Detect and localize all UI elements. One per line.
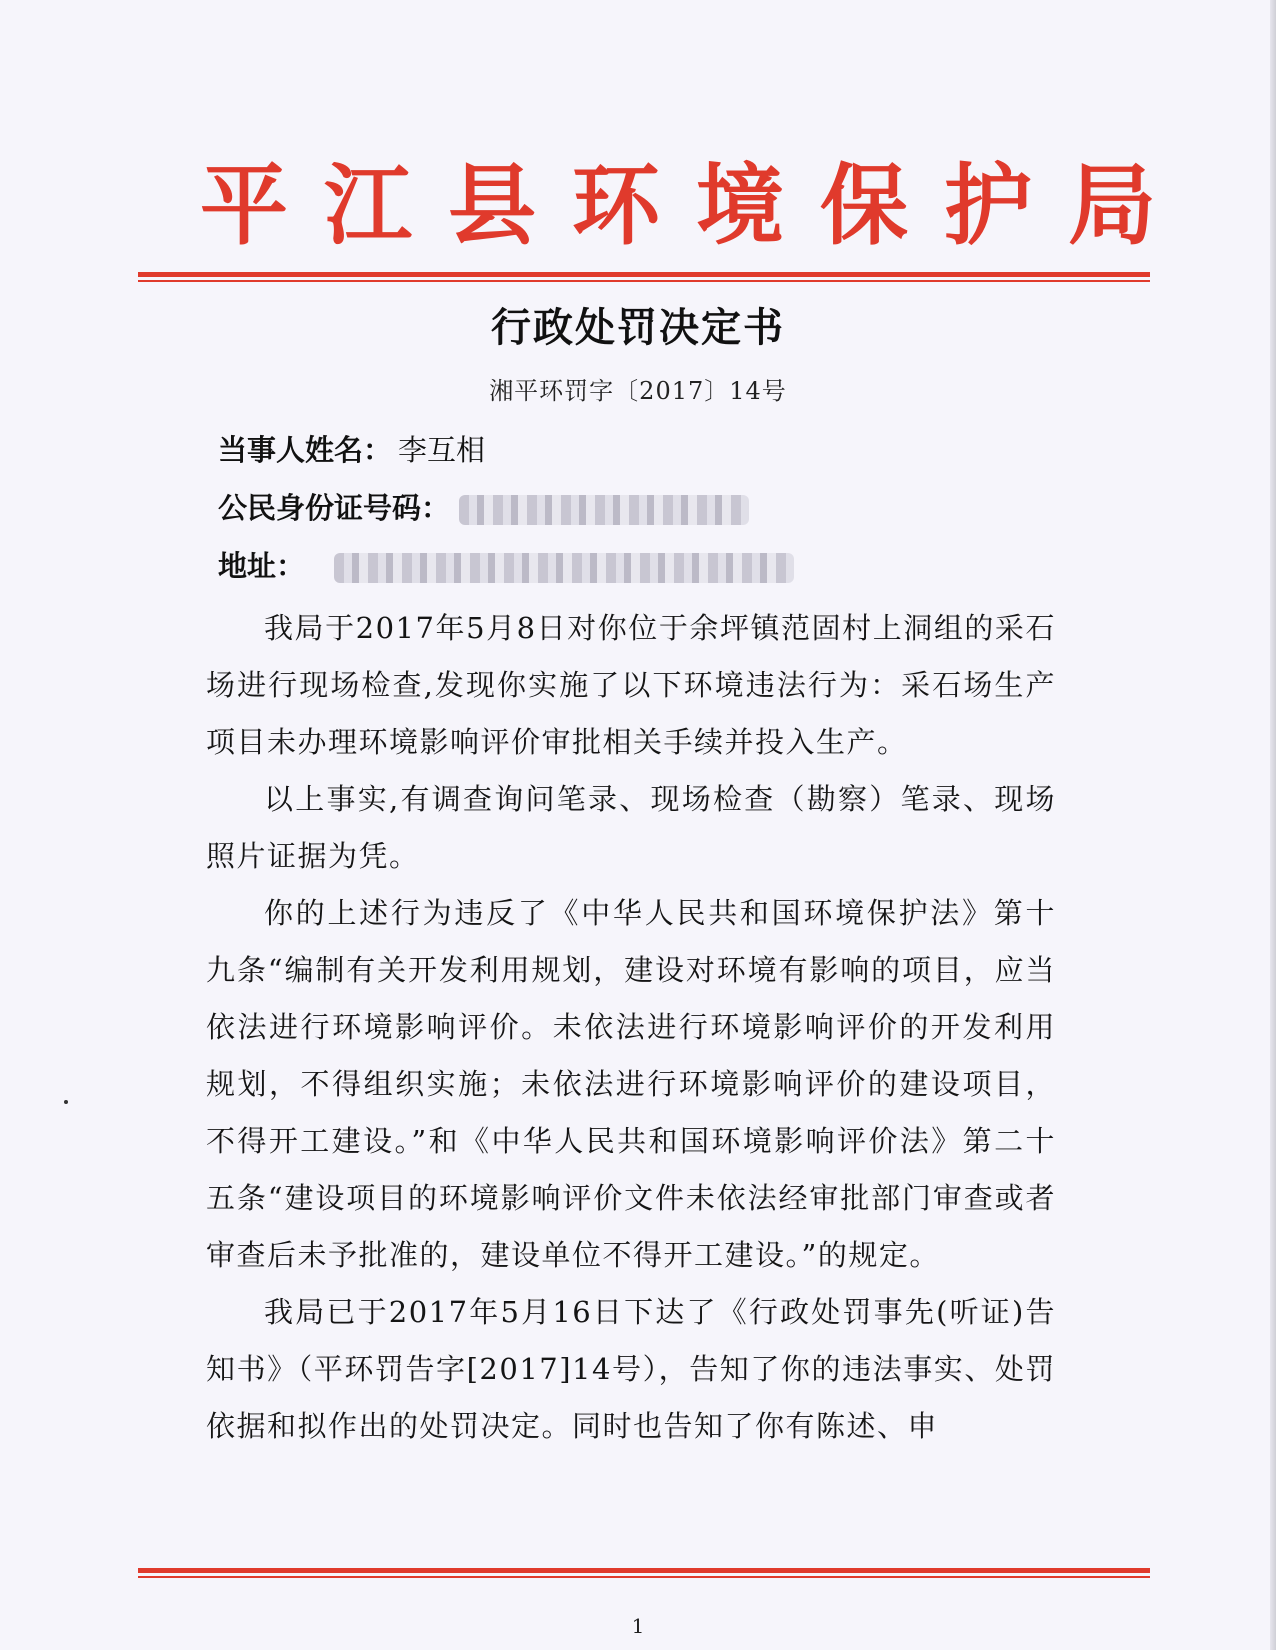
paragraph-inspection: 我局于2017年5月8日对你位于余坪镇范固村上洞组的采石场进行现场检查,发现你实施了以下环境违法行为：采石场生产项目未办理环境影响评价审批相关手续并投入生产。 <box>206 611 1056 759</box>
decision-body <box>206 600 1056 1455</box>
paragraph-prior-notice: 我局已于2017年5月16日下达了《行政处罚事先(听证)告知书》（平环罚告字[2017]14号），告知了你的违法事实、处罚依据和拟作出的处罚决定。同时也告知了你有陈述、申 <box>206 1295 1056 1443</box>
party-address-row <box>218 544 794 588</box>
party-name-row <box>218 428 485 472</box>
agency-header: 平江县环境保护局 <box>200 153 1193 257</box>
page-number: 1 <box>631 1614 645 1638</box>
document-title: 行政处罚决定书 <box>491 304 785 351</box>
page-edge <box>1270 0 1276 1650</box>
paragraph-evidence: 以上事实,有调查询问笔录、现场检查（勘察）笔录、现场照片证据为凭。 <box>206 782 1056 873</box>
party-name-label: 当事人姓名： <box>218 433 393 467</box>
party-address-label: 地址： <box>218 549 306 583</box>
party-name-value: 李互相 <box>398 433 486 467</box>
party-id-label: 公民身份证号码： <box>218 491 451 525</box>
scan-speck <box>64 1100 68 1104</box>
footer-red-rule <box>138 1568 1150 1578</box>
redacted-id-number <box>459 495 749 525</box>
paragraph-legal-basis: 你的上述行为违反了《中华人民共和国环境保护法》第十九条“编制有关开发利用规划，建设对环境有影响的项目，应当依法进行环境影响评价。未依法进行环境影响评价的开发利用规划，不得组织实施；未依法进行环境影响评价的建设项目，不得开工建设。”和《中华人民共和国环境影响评价法》第二十五条“建设项目的环境影响评价文件未依法经审批部门审查或者审查后未予批准的，建设单位不得开工建设。”的规定。 <box>206 896 1056 1272</box>
party-id-row <box>218 486 749 530</box>
redacted-address <box>334 553 794 583</box>
document-number: 湘平环罚字〔2017〕14号 <box>489 377 787 405</box>
header-red-rule <box>138 272 1150 282</box>
